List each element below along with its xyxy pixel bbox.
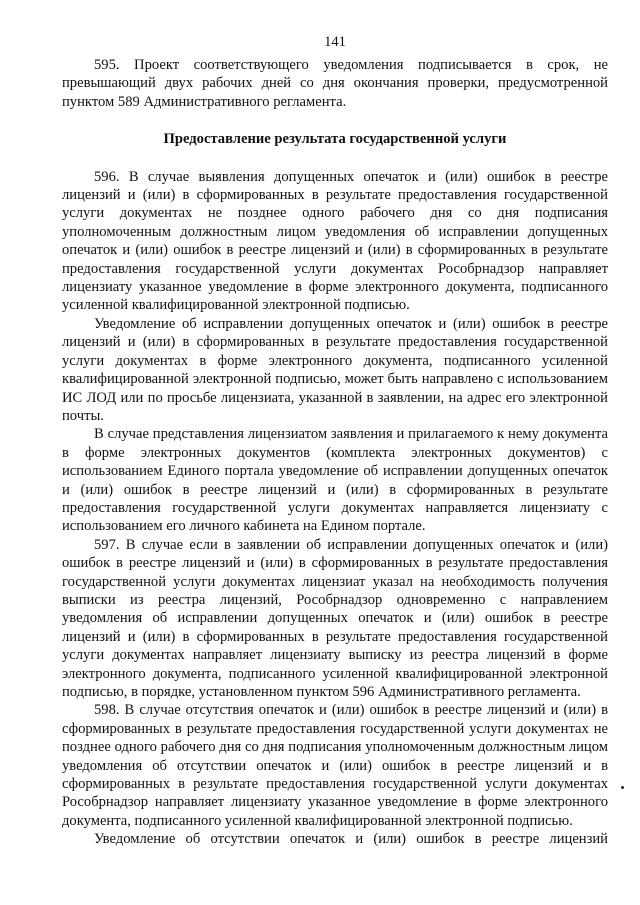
paragraph-596: 596. В случае выявления допущенных опечаток и (или) ошибок в реестре лицензий и (или) в сформированных в результате предоставления государственной услуги документах не позднее одного рабочего дня со дня подписания уполномоченным должностным лицом уведомления об исправлении допущенных опечаток и (или) ошибок в реестре лицензий и (или) в сформированных в результате предоставления государственной услуги документах Рособрнадзор направляет лицензиату указанное уведомление в форме электронного документа, подписанного усиленной квалифицированной электронной подписью. [62, 168, 608, 314]
paragraph-596-notice-delivery: Уведомление об исправлении допущенных опечаток и (или) ошибок в реестре лицензий и (или) в сформированных в результате предоставления государственной услуги документах в форме электронного документа, подписанного усиленной квалифицированной электронной подписью, может быть направлено с использованием ИС ЛОД или по просьбе лицензиата, указанной в заявлении, на адрес его электронной почты. [62, 315, 608, 424]
page-number: 141 [324, 34, 346, 50]
paragraph-597: 597. В случае если в заявлении об исправлении допущенных опечаток и (или) ошибок в реестре лицензий и (или) в сформированных в результате предоставления государственной услуги документах лицензиат указал на необходимость получения выписки из реестра лицензий, Рособрнадзор одновременно с направлением уведомления об исправлении допущенных опечаток и (или) ошибок в реестре лицензий и (или) в сформированных в результате предоставления государственной услуги документах направляет лицензиату выписку из реестра лицензий в форме электронного документа, подписанного усиленной квалифицированной электронной подписью, в порядке, установленном пунктом 596 Административного регламента. [62, 536, 608, 700]
scan-speck [621, 786, 624, 789]
document-page [62, 32, 608, 849]
paragraph-598-continued: Уведомление об отсутствии опечаток и (или) ошибок в реестре лицензий [94, 831, 608, 848]
paragraph-596-portal: В случае представления лицензиатом заявления и прилагаемого к нему документа в форме электронных документов (комплекта электронных документов) с использованием Единого портала уведомление об исправлении допущенных опечаток и (или) ошибок в реестре лицензий и (или) в сформированных в результате предоставления государственной услуги документах направляется лицензиату с использованием его личного кабинета на Едином портале. [62, 426, 608, 535]
section-heading: Предоставление результата государственной услуги [163, 131, 507, 148]
paragraph-595: 595. Проект соответствующего уведомления подписывается в срок, не превышающий двух рабочих дней со дня окончания проверки, предусмотренной пунктом 589 Административного регламента. [62, 57, 608, 110]
paragraph-598: 598. В случае отсутствия опечаток и (или) ошибок в реестре лицензий и (или) в сформированных в результате предоставления государственной услуги документах не позднее одного рабочего дня со дня подписания уполномоченным должностным лицом уведомления об отсутствии опечаток и (или) ошибок в реестре лицензий и в сформированных в результате предоставления государственной услуги документах Рособрнадзор направляет лицензиату указанное уведомление в форме электронного документа, подписанного усиленной квалифицированной электронной подписью. [62, 702, 608, 829]
